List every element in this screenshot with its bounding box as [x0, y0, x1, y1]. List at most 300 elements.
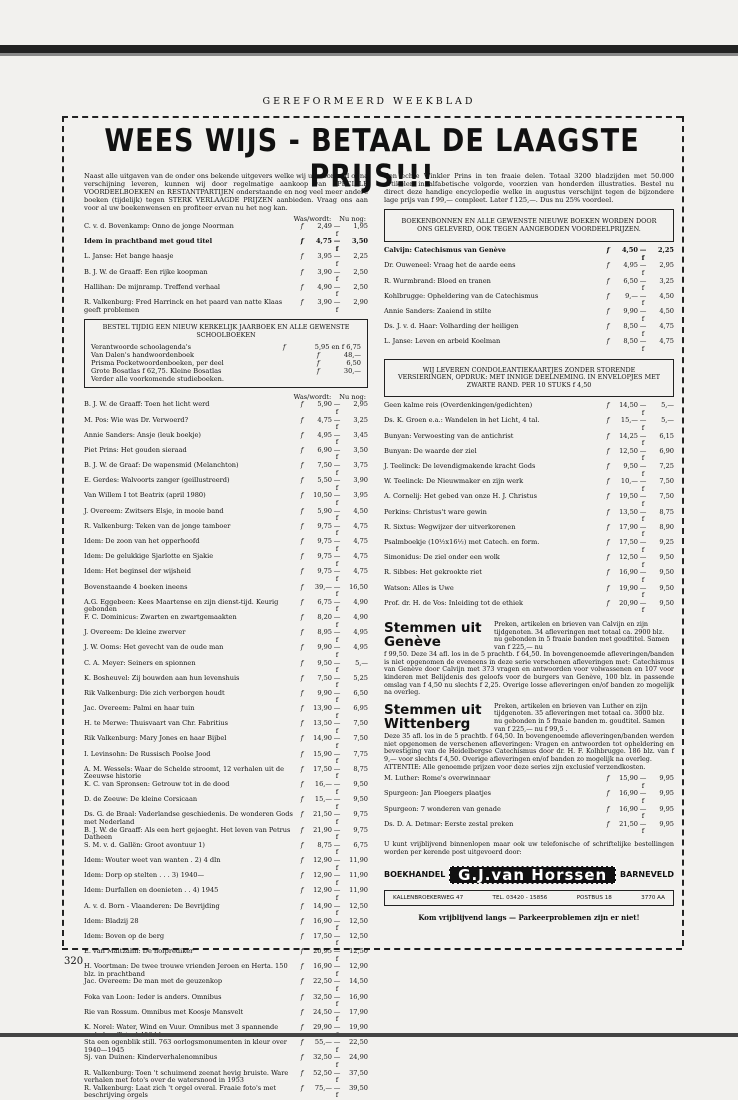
book-title: H. Voortman: De twee trouwe vrienden Jeroen en Herta. 150 blz. in prachtband	[84, 962, 288, 978]
schoolbook-row	[91, 343, 361, 351]
book-row	[384, 262, 674, 277]
price-separator: — f	[333, 252, 341, 268]
book-title: Spurgeon: 7 wonderen van genade	[384, 804, 501, 813]
price-separator: — f	[639, 261, 647, 277]
book-row	[84, 1039, 368, 1054]
book-title: C. A. Meyer: Seiners en spionnen	[84, 658, 196, 667]
currency-mark: f	[300, 886, 304, 895]
old-price: 19,90	[619, 583, 638, 592]
new-price: 12,50	[349, 901, 368, 910]
book-row	[384, 509, 674, 524]
logo-left: BOEKHANDEL	[384, 870, 446, 880]
price-separator: —	[333, 1023, 341, 1031]
new-price: 1,95	[353, 222, 368, 230]
book-title: R. Wurmbrand: Bloed en tranen	[384, 276, 491, 285]
old-price: 3,95	[317, 252, 332, 261]
old-price: 9,75	[317, 552, 332, 561]
old-price: 24,50	[313, 1007, 332, 1016]
schoolbook-price: 48,—	[343, 351, 361, 360]
old-price: 9,75	[317, 567, 332, 576]
book-title: Geen kalme reis (Overdenkingen/gedichten)	[384, 401, 533, 410]
logo-right: BARNEVELD	[619, 870, 674, 880]
new-price: 5,—	[661, 416, 674, 425]
currency-mark: f	[300, 825, 304, 834]
new-price: 9,50	[353, 780, 368, 788]
new-price: 5,25	[353, 673, 368, 682]
nu-header-2: Nu nog:	[339, 393, 366, 402]
price-separator: — f	[333, 719, 341, 735]
new-price: 6,15	[659, 431, 674, 440]
new-price: 3,25	[353, 415, 368, 424]
old-price: 20,95	[313, 947, 332, 956]
new-price: 9,95	[659, 819, 674, 828]
price-separator: — f	[333, 643, 341, 659]
book-row	[84, 553, 368, 568]
old-price: 21,50	[619, 819, 638, 828]
currency-mark: f	[300, 977, 304, 986]
new-price: 4,90	[353, 597, 368, 606]
price-separator: — f	[333, 1068, 341, 1085]
old-price: 13,50	[313, 719, 332, 728]
currency-mark: f	[300, 992, 304, 1001]
book-title: Dr. Ouweneel: Vraag het de aarde eens	[384, 261, 516, 270]
book-row	[384, 539, 674, 554]
address-street: KALLENBROEKERWEG 47	[393, 895, 464, 902]
new-price: 16,50	[349, 582, 368, 591]
new-price: 5,—	[355, 658, 368, 667]
book-row	[384, 417, 674, 432]
book-row	[84, 827, 368, 842]
old-price: 12,90	[313, 871, 332, 880]
new-price: 9,50	[659, 568, 674, 577]
old-price: 13,50	[619, 507, 638, 516]
currency-mark: f	[300, 1023, 304, 1031]
book-row	[84, 462, 368, 477]
old-price: 15,90	[313, 749, 332, 758]
new-price: 3,95	[353, 491, 368, 500]
book-title: A.G. Eggebeen: Kees Maartense en zijn dienst-tijd. Keurig gebonden	[84, 597, 279, 614]
ad-headline: WEES WIJS - BETAAL DE LAAGSTE PRIJS!!!	[104, 123, 640, 195]
book-title: Foka van Loon: Ieder is anders. Omnibus	[84, 992, 222, 1001]
book-title: J. Overeem: De kleine zwerver	[84, 628, 186, 637]
stemmen-geneve-title: Stemmen uit Genève	[384, 619, 482, 650]
currency-mark: f	[300, 415, 304, 424]
currency-mark: f	[606, 322, 610, 331]
currency-mark: f	[606, 804, 610, 813]
price-separator: — f	[333, 628, 341, 644]
old-price: 9,90	[317, 688, 332, 697]
new-price: 7,50	[659, 477, 674, 486]
new-price: 24,90	[349, 1053, 368, 1062]
old-price: 8,50	[623, 322, 638, 331]
old-price: 4,75	[315, 237, 332, 246]
currency-mark: f	[300, 567, 304, 576]
price-separator: — f	[639, 553, 647, 569]
book-row	[84, 223, 368, 238]
old-price: 4,75	[317, 415, 332, 424]
price-separator: — f	[333, 282, 341, 299]
book-row	[84, 417, 368, 432]
book-row	[84, 978, 368, 993]
currency-mark: f	[300, 537, 304, 545]
book-title: Jac. Overeem: Palmi en haar tuin	[84, 704, 195, 713]
price-separator: — f	[639, 462, 647, 478]
price-separator: — f	[333, 506, 341, 523]
new-price: 7,25	[659, 462, 674, 471]
old-price: 8,75	[317, 840, 332, 849]
book-title: E. van Maltzahn: De hofprediker	[84, 947, 194, 956]
currency-mark: f	[283, 343, 286, 352]
currency-mark: f	[300, 780, 304, 788]
new-price: 4,50	[659, 306, 674, 315]
book-title: Annie Sanders: Zaaiend in stilte	[384, 306, 492, 315]
new-price: 3,25	[659, 276, 674, 285]
price-separator: — f	[333, 267, 341, 284]
book-title: A. M. Wessels: Waar de Schelde stroomt, 12 verhalen uit de Zeeuwse historie	[84, 764, 284, 781]
book-title: Bovenstaande 4 boeken ineens	[84, 582, 188, 591]
price-separator: — f	[639, 246, 647, 262]
nu-header: Nu nog:	[339, 215, 366, 223]
currency-mark: f	[300, 237, 304, 246]
book-title: R. Valkenburg: Teken van de jonge tamboer	[84, 521, 231, 530]
price-separator: — f	[639, 598, 647, 615]
book-title: Idem: Boven op de berg	[84, 931, 165, 940]
book-row	[84, 872, 368, 887]
old-price: 8,95	[317, 628, 332, 637]
book-title: I. Levinsohn: De Russisch Poolse Jood	[84, 749, 211, 758]
currency-mark: f	[300, 491, 304, 500]
price-separator: — f	[333, 855, 341, 872]
currency-mark: f	[606, 492, 610, 501]
book-row	[84, 842, 368, 857]
old-price: 5,90	[317, 400, 332, 409]
price-separator: — f	[333, 916, 341, 933]
book-title: Calvijn: Catechismus van Genève	[384, 246, 506, 255]
old-price: 29,90	[313, 1023, 332, 1031]
currency-mark: f	[300, 430, 304, 439]
book-title: B. J. W. de Graaff: Toen het licht werd	[84, 400, 210, 409]
currency-mark: f	[300, 855, 304, 864]
book-title: J. Overeem: Zwitsers Elsje, in mooie band	[84, 506, 224, 515]
price-separator: — f	[639, 276, 647, 293]
address-zip: 3770 AA	[641, 895, 665, 902]
new-price: 8,75	[659, 507, 674, 516]
book-title: Idem: Wouter weet van wanten . 2) 4 dln	[84, 855, 221, 864]
book-row	[84, 1054, 368, 1069]
book-row	[84, 253, 368, 268]
price-separator: — f	[639, 291, 647, 308]
book-row	[84, 238, 368, 253]
new-price: 22,50	[349, 1038, 368, 1047]
book-row	[384, 433, 674, 448]
intro-text: Naast alle uitgaven van de onder ons bekende uitgevers welke wij uit voorraad of na verschijning leveren, kunnen wij door regelmatige aankoop van SPECIALE VOORDEELBOEKEN en RESTANTPARTIJEN onderstaande en nog veel meer andere boeken (tijdelijk) tegen STERK VERLAAGDE PRIJZEN aanbieden. Vraag ons aan voor al uw boekenwensen en profiteer ervan nu het nog kan.	[84, 172, 368, 212]
new-price: 9,25	[659, 537, 674, 546]
currency-mark: f	[300, 931, 304, 940]
currency-mark: f	[606, 568, 610, 577]
price-separator: — f	[639, 583, 647, 600]
price-separator: — f	[639, 774, 647, 790]
book-title: R. Valkenburg: Fred Harrinck en het paard van natte Klaas geeft problemen	[84, 297, 283, 314]
new-price: 3,50	[353, 445, 368, 454]
book-title: Idem: Durfallen en doenieten . . 4) 1945	[84, 886, 219, 895]
book-row	[84, 948, 368, 963]
book-row	[84, 766, 368, 781]
old-price: 14,90	[313, 901, 332, 910]
book-title: A. v. d. Born - Vlaanderen: De Bevrijding	[84, 901, 220, 910]
price-separator: — f	[333, 297, 341, 314]
new-price: 6,95	[353, 704, 368, 713]
stemmen-geneve	[384, 621, 674, 651]
old-price: 15,—	[314, 795, 332, 804]
old-price: 6,75	[317, 597, 332, 606]
schoolbook-title: Van Dalen's handwoordenboek	[91, 351, 195, 360]
bookvouchers-box	[384, 209, 674, 242]
currency-mark: f	[300, 476, 304, 485]
book-row	[84, 811, 368, 826]
shop-address	[384, 890, 674, 906]
currency-mark: f	[300, 810, 304, 819]
book-row	[84, 584, 368, 599]
book-row	[384, 278, 674, 293]
schoolbook-title: Prisma Pocketwoordenboeken, per deel	[91, 359, 224, 368]
currency-mark: f	[317, 367, 320, 376]
address-tel: TEL. 03420 - 15856	[492, 895, 548, 902]
book-row	[84, 1085, 368, 1100]
book-title: Perkins: Christus't ware gewin	[384, 507, 487, 516]
old-price: 32,50	[313, 1053, 332, 1062]
book-title: R. Sibbes: Het gekrookte riet	[384, 568, 482, 577]
book-row	[84, 857, 368, 872]
new-price: 2,25	[353, 252, 368, 261]
price-separator: — f	[639, 522, 647, 539]
book-title: Rik Valkenburg: Die zich verborgen houdt	[84, 688, 225, 697]
price-separator: — f	[639, 819, 647, 836]
book-row	[384, 524, 674, 539]
currency-mark: f	[300, 582, 304, 591]
price-separator: — f	[333, 931, 341, 948]
price-separator: — f	[333, 1053, 341, 1069]
old-price: 9,75	[317, 521, 332, 530]
new-price: 7,50	[659, 492, 674, 501]
book-list-1	[84, 223, 368, 314]
price-separator: — f	[333, 445, 341, 462]
new-price: 9,95	[659, 804, 674, 813]
price-separator: — f	[333, 222, 341, 238]
old-price: 17,90	[619, 522, 638, 531]
new-price: 3,45	[353, 430, 368, 439]
currency-mark: f	[300, 749, 304, 758]
new-price: 4,75	[353, 552, 368, 561]
stemmen-wittenberg-body: Deze 35 afl. los in de 5 prachtb. f 64,50. In bovengenoemde afleveringen/banden werden niet opgenomen de verschenen afleveringen: Vragen en antwoorden tot opheldering en bevestiging van de Heidelbergse Catechismus door dr. H. F. Kolhbrugge. 186 blz. van f 9,— voor slechts f 4,50. Overige afleveringen en/of banden zo mogelijk na overleg.	[384, 732, 674, 763]
old-price: 32,50	[313, 992, 332, 1001]
book-row	[84, 284, 368, 299]
currency-mark: f	[300, 445, 304, 454]
price-separator: — f	[333, 886, 341, 902]
book-title: Ds. K. Groen e.a.: Wandelen in het Licht, 4 tal.	[384, 416, 540, 425]
book-row	[384, 600, 674, 615]
currency-mark: f	[300, 282, 304, 291]
price-separator: — f	[333, 992, 341, 1009]
new-price: 6,90	[659, 446, 674, 455]
book-row	[84, 299, 368, 314]
price-separator: — f	[639, 306, 647, 323]
old-price: 5,90	[317, 506, 332, 515]
stemmen-wittenberg-lead: Preken, artikelen en brieven van Luther en zijn tijdgenoten. 35 afleveringen met totaal ca. 3000 blz. nu gebonden in 5 fraaie banden m. goudtitel. Samen van f 225,— nu f 99,5 .	[494, 701, 665, 733]
schoolbook-price: 6,50	[346, 359, 361, 368]
price-separator: — f	[333, 871, 341, 887]
price-separator: — f	[333, 552, 341, 568]
book-row	[84, 887, 368, 902]
book-title: Sta een ogenblik still. 763 oorlogsmonumenten in kleur over 1940—1945	[84, 1038, 287, 1054]
book-row	[84, 675, 368, 690]
price-separator: — f	[333, 825, 341, 842]
schoolbook-price: 5,95 en f 6,75	[314, 343, 361, 352]
old-price: 6,90	[317, 445, 332, 454]
condolence-box	[384, 359, 674, 398]
book-title: H. te Merwe: Thuisvaart van Chr. Fabritius	[84, 719, 228, 728]
price-separator: — f	[639, 492, 647, 508]
book-row	[84, 690, 368, 705]
ad-border-left	[62, 116, 64, 946]
new-price: 12,50	[349, 947, 368, 956]
schoolbook-price: 30,—	[343, 367, 361, 376]
old-price: 9,50	[317, 658, 332, 667]
parking-note: Kom vrijblijvend langs — Parkeerproblemen zijn er niet!	[418, 913, 640, 923]
currency-mark: f	[300, 461, 304, 470]
left-column	[84, 172, 368, 1100]
currency-mark: f	[300, 734, 304, 743]
price-separator: — f	[333, 840, 341, 857]
book-title: L. Janse: Leven en arbeid Koelman	[384, 337, 501, 346]
new-price: 4,75	[353, 521, 368, 530]
old-price: 5,50	[317, 476, 332, 485]
ad-border-right	[682, 116, 684, 946]
currency-mark: f	[606, 431, 610, 440]
new-price: 7,50	[353, 734, 368, 743]
old-price: 12,50	[619, 446, 638, 455]
schoolbook-title: Grote Bosatlas f 62,75. Kleine Bosatlas	[91, 367, 222, 376]
book-title: K. C. van Spronsen: Getrouw tot in de dood	[84, 780, 230, 788]
old-price: 10,—	[620, 477, 638, 486]
old-price: 52,50	[313, 1068, 332, 1077]
price-separator: — f	[333, 415, 341, 432]
schoolbook-title: Verantwoorde schoolagenda's	[91, 343, 192, 352]
price-separator: — f	[333, 704, 341, 720]
book-row	[384, 493, 674, 508]
book-row	[84, 751, 368, 766]
old-price: 39,—	[314, 582, 332, 591]
old-price: 22,50	[313, 977, 332, 986]
currency-mark: f	[300, 222, 304, 230]
price-separator: — f	[333, 1007, 341, 1024]
currency-mark: f	[606, 522, 610, 531]
currency-mark: f	[300, 673, 304, 682]
currency-mark: f	[606, 477, 610, 486]
old-price: 21,90	[313, 825, 332, 834]
stemmen-wittenberg	[384, 703, 674, 733]
book-row	[84, 644, 368, 659]
price-separator: — f	[333, 537, 341, 553]
book-row	[84, 705, 368, 720]
old-price: 15,—	[620, 416, 638, 425]
book-row	[84, 614, 368, 629]
price-separator: — f	[333, 977, 341, 994]
book-title: Simonidus: De ziel onder een wolk	[384, 553, 500, 562]
book-row	[84, 629, 368, 644]
currency-mark: f	[606, 337, 610, 346]
new-price: 16,90	[349, 992, 368, 1001]
price-separator: — f	[333, 597, 341, 614]
book-row	[84, 508, 368, 523]
book-list-2	[84, 401, 368, 1100]
new-price: 37,50	[349, 1068, 368, 1077]
book-list-3	[384, 247, 674, 353]
old-price: 21,50	[313, 810, 332, 819]
book-row	[84, 918, 368, 933]
price-separator: — f	[333, 673, 341, 690]
currency-mark: f	[606, 819, 610, 828]
currency-mark: f	[300, 1068, 304, 1077]
currency-mark: f	[317, 351, 320, 360]
new-price: 2,50	[353, 267, 368, 276]
old-price: 17,50	[313, 764, 332, 773]
new-price: 4,95	[353, 628, 368, 637]
price-separator: — f	[333, 901, 341, 918]
book-title: Idem: De zoon van het opperhoofd	[84, 537, 200, 545]
price-separator: — f	[333, 962, 341, 978]
currency-mark: f	[606, 598, 610, 607]
book-row	[384, 806, 674, 821]
book-row	[384, 585, 674, 600]
old-price: 16,90	[619, 568, 638, 577]
book-row	[384, 323, 674, 338]
old-price: 9,50	[623, 462, 638, 471]
new-price: 9,75	[353, 825, 368, 834]
currency-mark: f	[300, 962, 304, 971]
old-price: 17,50	[619, 537, 638, 546]
book-title: Idem in prachtband met goud titel	[84, 237, 213, 246]
currency-mark: f	[606, 789, 610, 798]
bookvouchers-caption: BOEKENBONNEN EN ALLE GEWENSTE NIEUWE BOEKEN WORDEN DOOR ONS GELEVERD, OOK TEGEN AANGEBODEN VOORDEELPRIJZEN.	[401, 217, 657, 233]
old-price: 14,50	[619, 401, 638, 410]
currency-mark: f	[300, 628, 304, 637]
old-price: 14,90	[313, 734, 332, 743]
currency-mark: f	[606, 401, 610, 410]
book-list-5	[384, 775, 674, 836]
book-title: Psalmboekje (10½x16½) met Catech. en form.	[384, 537, 540, 546]
currency-mark: f	[300, 658, 304, 667]
currency-mark: f	[606, 583, 610, 592]
old-price: 9,90	[623, 306, 638, 315]
old-price: 55,—	[314, 1038, 332, 1047]
currency-mark: f	[300, 1007, 304, 1016]
book-row	[84, 963, 368, 978]
currency-mark: f	[606, 291, 610, 300]
currency-mark: f	[606, 276, 610, 285]
schoolbooks-caption: BESTEL TIJDIG EEN NIEUW KERKELIJK JAARBOEK EN ALLE GEWENSTE SCHOOLBOEKEN	[102, 323, 350, 339]
book-title: Hallihan: De mijnramp. Treffend verhaal	[84, 282, 221, 291]
old-price: 13,90	[313, 704, 332, 713]
book-title: M. Luther: Rome's overwinnaar	[384, 774, 491, 783]
book-row	[84, 599, 368, 614]
book-title: D. de Zeeuw: De kleine Corsicaan	[84, 795, 198, 804]
book-row	[384, 463, 674, 478]
price-separator: — f	[639, 337, 647, 353]
book-row	[84, 1070, 368, 1085]
book-row	[84, 781, 368, 796]
price-separator: — f	[333, 764, 341, 781]
old-price: 20,90	[619, 598, 638, 607]
